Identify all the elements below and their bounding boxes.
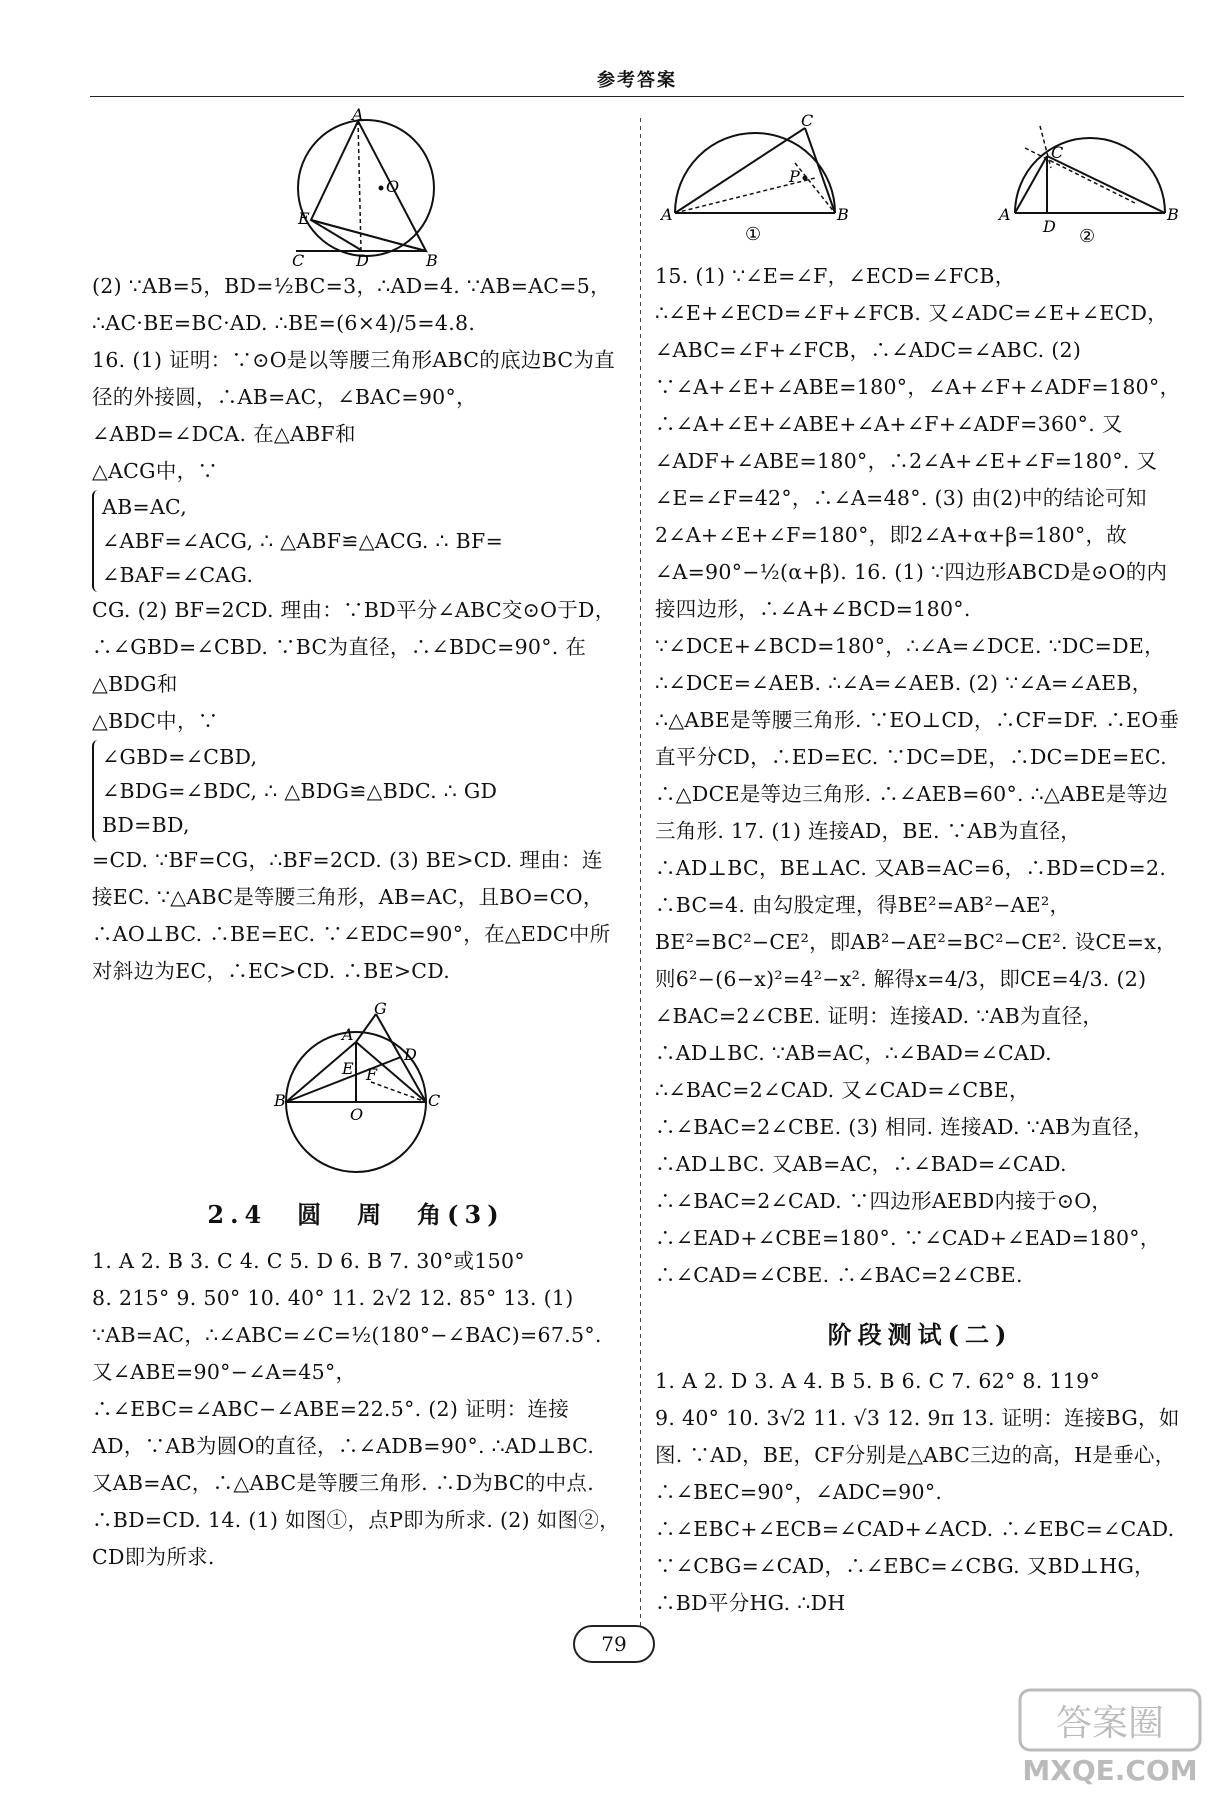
answer-system — [92, 703, 620, 842]
figure-row — [655, 111, 1185, 258]
answer-paragraph: 8. 215° 9. 50° 10. 40° 11. 2√2 12. 85° 13. (1) ∵AB=AC，∴∠ABC=∠C=½(180°−∠BAC)=67.5°. 又∠ABE=90°−∠A=45°，∴∠EBC=∠ABC−∠ABE=22.5°. (2) 证明：连接AD，∵AB为圆O的直径，∴∠ADB=90°. ∴AD⊥BC. 又AB=AC，∴△ABC是等腰三角形. ∴D为BC的中点. ∴BD=CD. 14. (1) 如图①，点P即为所求. (2) 如图②，CD即为所求. — [92, 1286, 620, 1569]
figure-semicircle-2 — [985, 118, 1185, 258]
system-line: ∠GBD=∠CBD, — [102, 745, 258, 769]
fig4-label: C — [1051, 143, 1064, 162]
answer-paragraph: =CD. ∵BF=CG，∴BF=2CD. (3) BE>CD. 理由：连接EC. ∵△ABC是等腰三角形，AB=AC，且BO=CO，∴AO⊥BC. ∴BE=EC. ∵∠EDC=90°，在△EDC中所对斜边为EC，∴EC>CD. ∴BE>CD. — [92, 848, 611, 983]
system-prefix: △BDC中，∵ — [92, 709, 219, 733]
fig3-label: A — [661, 205, 673, 224]
answer-list: 1. A 2. D 3. A 4. B 5. B 6. C 7. 62° 8. 119° — [655, 1369, 1100, 1393]
system-line: AB=AC, — [102, 495, 188, 519]
figure-circle-triangle-1 — [256, 105, 456, 270]
watermark-logo — [1010, 1680, 1210, 1790]
answer-system — [92, 453, 620, 592]
fig2-label: C — [428, 1091, 441, 1110]
fig2-label: G — [374, 999, 388, 1018]
watermark-sub: MXQE.COM — [1022, 1754, 1198, 1787]
system-line: ∠BAF=∠CAG. — [102, 563, 254, 587]
fig4-label: B — [1167, 205, 1180, 224]
answer-paragraph: 9. 40° 10. 3√2 11. √3 12. 9π 13. 证明：连接BG，如图. ∵AD，BE，CF分别是△ABC三边的高，H是垂心，∴∠BEC=90°，∠ADC=90°. ∴∠EBC+∠ECB=∠CAD+∠ACD. ∴∠EBC=∠CAD. ∵∠CBG=∠CAD，∴∠EBC=∠CBG. 又BD⊥HG，∴BD平分HG. ∴DH — [655, 1406, 1180, 1615]
page-number: 79 — [573, 1625, 655, 1663]
answer-list: 1. A 2. B 3. C 4. C 5. D 6. B 7. 30°或150° — [92, 1249, 525, 1273]
fig4-label: D — [1043, 217, 1057, 236]
equation-system — [92, 740, 497, 842]
watermark-text: 答案圈 — [1055, 1703, 1165, 1744]
answer-paragraph: 16. (1) 证明：∵⊙O是以等腰三角形ABC的底边BC为直径的外接圆，∴AB=AC，∠BAC=90°，∠ABD=∠DCA. 在△ABF和 — [92, 348, 616, 446]
fig2-label: O — [350, 1105, 364, 1124]
system-line: BD=BD, — [102, 813, 190, 837]
column-divider — [640, 118, 641, 1628]
fig1-label: A — [352, 105, 364, 124]
fig1-label: C — [292, 251, 305, 270]
fig1-label: B — [426, 251, 439, 270]
fig2-label: D — [404, 1045, 418, 1064]
figure-semicircle-1 — [655, 111, 855, 258]
system-line: ∠ABF=∠ACG, ∴ △ABF≌△ACG. ∴ BF= — [102, 529, 504, 553]
system-prefix: △ACG中，∵ — [92, 459, 219, 483]
fig4-label: ② — [1079, 226, 1096, 247]
answer-paragraph: (2) ∵AB=5，BD=½BC=3，∴AD=4. ∵AB=AC=5，∴AC·BE=BC·AD. ∴BE=(6×4)/5=4.8. — [92, 274, 611, 335]
fig2-label: E — [342, 1059, 354, 1078]
fig2-label: B — [274, 1091, 287, 1110]
equation-system — [92, 490, 503, 592]
fig4-label: A — [999, 205, 1011, 224]
header-title: 参考答案 — [597, 70, 677, 91]
page-header — [90, 60, 1184, 97]
fig1-label: D — [356, 251, 370, 270]
right-column — [655, 111, 1185, 1622]
fig2-label: F — [366, 1065, 378, 1084]
system-line: ∠BDG=∠BDC, ∴ △BDG≌△BDC. ∴ GD — [102, 779, 498, 803]
answer-paragraph: CG. (2) BF=2CD. 理由：∵BD平分∠ABC交⊙O于D，∴∠GBD=∠CBD. ∵BC为直径，∴∠BDC=90°. 在△BDG和 — [92, 598, 616, 696]
section-title: 2.4 圆 周 角(3) — [207, 1200, 505, 1229]
fig3-label: B — [837, 205, 850, 224]
left-column — [92, 105, 620, 1576]
fig3-label: P — [789, 167, 801, 186]
fig1-label: E — [298, 209, 310, 228]
figure-circle-triangle-2 — [256, 999, 456, 1174]
fig2-label: A — [342, 1025, 354, 1044]
section-title: 阶段测试(二) — [827, 1320, 1013, 1349]
fig1-label: O — [386, 177, 400, 196]
fig3-label: ① — [745, 224, 762, 245]
fig3-label: C — [801, 111, 814, 130]
answer-paragraph: 15. (1) ∵∠E=∠F，∠ECD=∠FCB，∴∠E+∠ECD=∠F+∠FCB. 又∠ADC=∠E+∠ECD，∠ABC=∠F+∠FCB，∴∠ADC=∠ABC. (2) ∵∠A+∠E+∠ABE=180°，∠A+∠F+∠ADF=180°，∴∠A+∠E+∠ABE+∠A+∠F+∠ADF=360°. 又∠ADF+∠ABE=180°，∴2∠A+∠E+∠F=180°. 又∠E=∠F=42°，∴∠A=48°. (3) 由(2)中的结论可知2∠A+∠E+∠F=180°，即2∠A+α+β=180°，故∠A=90°−½(α+β). 16. (1) ∵四边形ABCD是⊙O的内接四边形，∴∠A+∠BCD=180°. ∵∠DCE+∠BCD=180°，∴∠A=∠DCE. ∵DC=DE，∴∠DCE=∠AEB. ∴∠A=∠AEB. (2) ∵∠A=∠AEB，∴△ABE是等腰三角形. ∵EO⊥CD，∴CF=DF. ∴EO垂直平分CD，∴ED=EC. ∵DC=DE，∴DC=DE=EC. ∴△DCE是等边三角形. ∴∠AEB=60°. ∴△ABE是等边三角形. 17. (1) 连接AD，BE. ∵AB为直径，∴AD⊥BC，BE⊥AC. 又AB=AC=6，∴BD=CD=2. ∴BC=4. 由勾股定理，得BE²=AB²−AE²，BE²=BC²−CE²，即AB²−AE²=BC²−CE². 设CE=x，则6²−(6−x)²=4²−x². 解得x=4/3，即CE=4/3. (2) ∠BAC=2∠CBE. 证明：连接AD. ∵AB为直径，∴AD⊥BC. ∵AB=AC，∴∠BAD=∠CAD. ∴∠BAC=2∠CAD. 又∠CAD=∠CBE，∴∠BAC=2∠CBE. (3) 相同. 连接AD. ∵AB为直径，∴AD⊥BC. 又AB=AC，∴∠BAD=∠CAD. ∴∠BAC=2∠CAD. ∵四边形AEBD内接于⊙O，∴∠EAD+∠CBE=180°. ∵∠CAD+∠EAD=180°，∴∠CAD=∠CBE. ∴∠BAC=2∠CBE. — [655, 264, 1181, 1287]
